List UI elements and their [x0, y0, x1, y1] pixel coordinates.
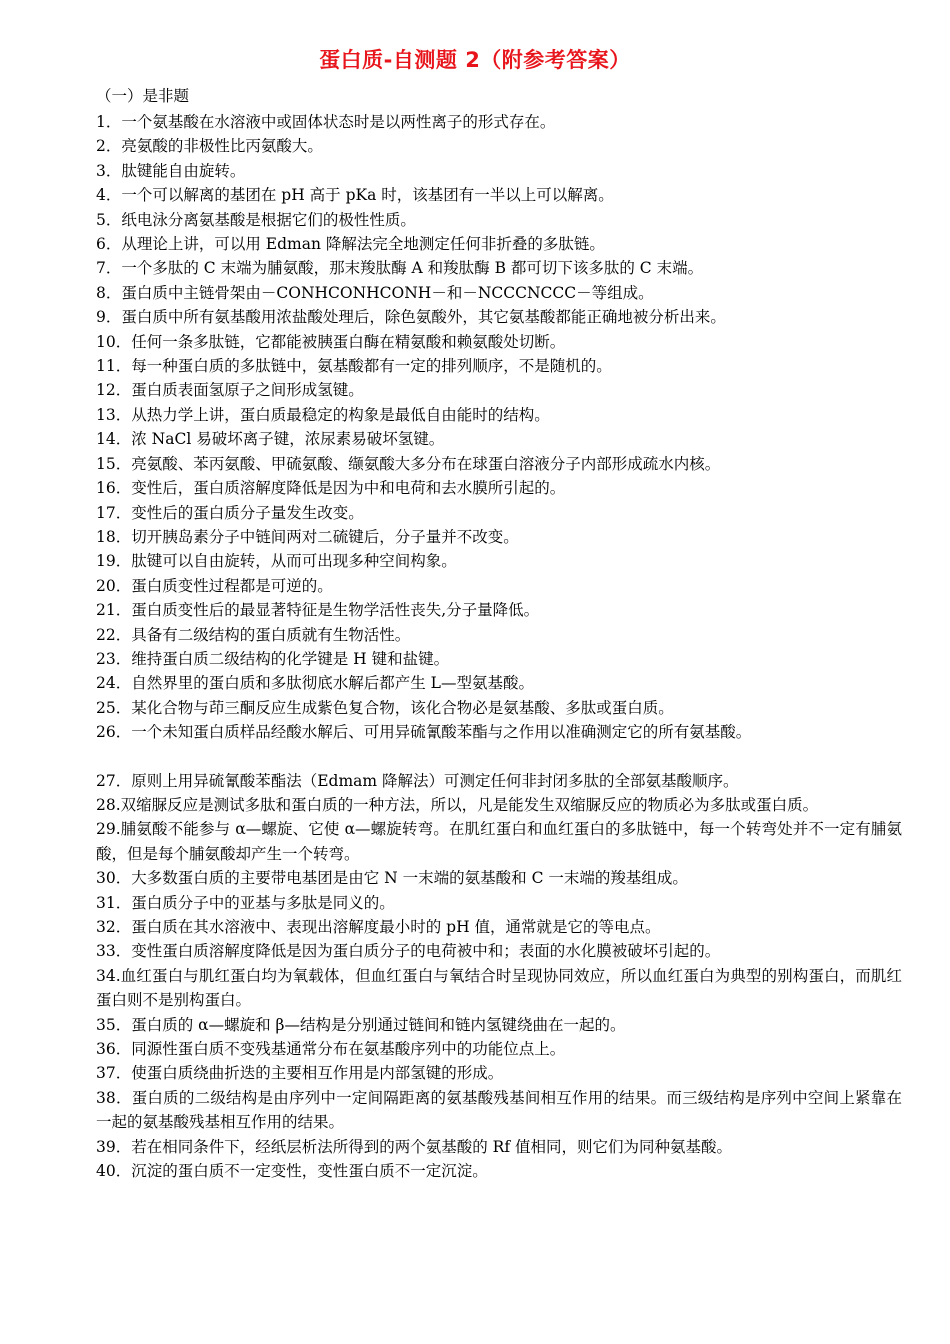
question-item — [96, 549, 902, 573]
question-item — [96, 110, 902, 134]
question-number: 37． — [96, 1064, 132, 1083]
question-text: 一个未知蛋白质样品经酸水解后、可用异硫氰酸苯酯与之作用以准确测定它的所有氨基酸。 — [131, 723, 752, 742]
question-text: 一个多肽的 C 末端为脯氨酸，那末羧肽酶 A 和羧肽酶 B 都可切下该多肽的 C 末端。 — [121, 259, 704, 278]
question-item — [96, 427, 902, 451]
question-number: 5． — [96, 210, 122, 229]
question-number: 1． — [96, 113, 122, 131]
question-item — [96, 866, 902, 890]
question-number: 14． — [96, 430, 132, 449]
question-item — [96, 915, 902, 939]
question-number: 33． — [96, 942, 132, 961]
question-item — [96, 939, 902, 963]
question-text: 维持蛋白质二级结构的化学键是 H 键和盐键。 — [131, 649, 450, 668]
question-item — [96, 232, 902, 256]
question-text: 蛋白质表面氢原子之间形成氢键。 — [131, 381, 364, 400]
question-number: 26． — [96, 723, 132, 742]
question-number: 35． — [96, 1015, 132, 1034]
question-item — [96, 720, 902, 744]
question-item — [96, 1086, 902, 1135]
question-item — [96, 1061, 902, 1085]
question-item — [96, 1037, 902, 1061]
question-item — [96, 647, 902, 671]
question-number: 3． — [96, 161, 122, 180]
question-number: 36． — [96, 1040, 132, 1059]
question-number: 15． — [96, 454, 132, 473]
question-text: 使蛋白质绕曲折迭的主要相互作用是内部氢键的形成。 — [131, 1064, 504, 1083]
question-text: 亮氨酸的非极性比丙氨酸大。 — [121, 137, 323, 156]
question-text: 同源性蛋白质不变残基通常分布在氨基酸序列中的功能位点上。 — [131, 1040, 566, 1059]
question-text: 蛋白质中主链骨架由－CONHCONHCONH－和－NCCCNCCC－等组成。 — [121, 283, 654, 302]
question-item — [96, 159, 902, 183]
question-number: 29. — [96, 820, 121, 839]
question-number: 28. — [96, 795, 121, 814]
question-item — [96, 1135, 902, 1159]
question-number: 32． — [96, 918, 132, 936]
question-number: 34. — [96, 966, 121, 985]
question-text: 从理论上讲，可以用 Edman 降解法完全地测定任何非折叠的多肽链。 — [121, 235, 605, 254]
question-text: 亮氨酸、苯丙氨酸、甲硫氨酸、缬氨酸大多分布在球蛋白溶液分子内部形成疏水内核。 — [131, 454, 721, 473]
question-text: 蛋白质的 α—螺旋和 β—结构是分别通过链间和链内氢键绕曲在一起的。 — [131, 1015, 626, 1034]
document-title: 蛋白质-自测题 2（附参考答案） — [319, 48, 631, 72]
question-text: 浓 NaCl 易破坏离子键，浓尿素易破坏氢键。 — [131, 430, 445, 449]
question-text: 从热力学上讲，蛋白质最稳定的构象是最低自由能时的结构。 — [131, 405, 550, 424]
question-item — [96, 403, 902, 427]
question-number: 17． — [96, 503, 132, 522]
question-text: 某化合物与茚三酮反应生成紫色复合物，该化合物必是氨基酸、多肽或蛋白质。 — [131, 698, 674, 717]
question-item — [96, 1159, 902, 1183]
question-item — [96, 696, 902, 720]
question-item — [96, 574, 902, 598]
question-item — [96, 134, 902, 158]
question-number: 27． — [96, 771, 132, 790]
question-text: 蛋白质分子中的亚基与多肽是同义的。 — [131, 893, 395, 912]
question-item — [96, 769, 902, 793]
question-item — [96, 793, 902, 817]
question-item — [96, 330, 902, 354]
question-text: 蛋白质在其水溶液中、表现出溶解度最小时的 pH 值，通常就是它的等电点。 — [131, 918, 661, 936]
question-text: 变性后，蛋白质溶解度降低是因为中和电荷和去水膜所引起的。 — [131, 479, 566, 498]
question-text: 切开胰岛素分子中链间两对二硫键后，分子量并不改变。 — [131, 527, 519, 546]
question-text: 血红蛋白与肌红蛋白均为氧载体，但血红蛋白与氧结合时呈现协同效应，所以血红蛋白为典型的别构蛋白，而肌红蛋白则不是别构蛋白。 — [96, 966, 902, 1010]
question-number: 39． — [96, 1137, 132, 1156]
question-number: 6． — [96, 235, 122, 254]
question-item — [96, 354, 902, 378]
question-number: 11． — [96, 357, 132, 376]
question-item — [96, 256, 902, 280]
question-item — [96, 964, 902, 1013]
question-list — [96, 110, 902, 1183]
question-number: 22． — [96, 625, 132, 644]
question-item — [96, 525, 902, 549]
question-item — [96, 671, 902, 695]
question-item — [96, 281, 902, 305]
question-item — [96, 1013, 902, 1037]
question-text: 蛋白质中所有氨基酸用浓盐酸处理后，除色氨酸外，其它氨基酸都能正确地被分析出来。 — [121, 308, 726, 327]
question-item — [96, 501, 902, 525]
question-text: 双缩脲反应是测试多肽和蛋白质的一种方法，所以，凡是能发生双缩脲反应的物质必为多肽或蛋白质。 — [120, 795, 819, 814]
question-number: 24． — [96, 674, 132, 693]
question-text: 变性后的蛋白质分子量发生改变。 — [131, 503, 364, 522]
question-number: 9． — [96, 308, 122, 327]
question-text: 肽键可以自由旋转，从而可出现多种空间构象。 — [131, 552, 457, 571]
question-number: 31． — [96, 893, 132, 912]
question-item — [96, 183, 902, 207]
question-text: 纸电泳分离氨基酸是根据它们的极性性质。 — [121, 210, 416, 229]
question-number: 18． — [96, 527, 132, 546]
question-text: 具备有二级结构的蛋白质就有生物活性。 — [131, 625, 411, 644]
question-text: 一个可以解离的基团在 pH 高于 pKa 时，该基团有一半以上可以解离。 — [121, 186, 614, 205]
question-text: 脯氨酸不能参与 α—螺旋、它使 α—螺旋转弯。在肌红蛋白和血红蛋白的多肽链中，每一个转弯处并不一定有脯氨酸，但是每个脯氨酸却产生一个转弯。 — [96, 820, 902, 863]
question-number: 23． — [96, 649, 132, 668]
question-number: 2． — [96, 137, 122, 156]
question-text: 每一种蛋白质的多肽链中，氨基酸都有一定的排列顺序，不是随机的。 — [131, 357, 612, 376]
question-number: 16． — [96, 479, 132, 498]
question-number: 21． — [96, 601, 132, 620]
question-text: 蛋白质变性后的最显著特征是生物学活性丧失,分子量降低。 — [131, 601, 540, 620]
question-text: 大多数蛋白质的主要带电基团是由它 N 一末端的氨基酸和 C 一末端的羧基组成。 — [131, 869, 688, 888]
question-item — [96, 208, 902, 232]
question-number: 10． — [96, 332, 132, 351]
question-number: 30． — [96, 869, 132, 888]
question-text: 蛋白质变性过程都是可逆的。 — [131, 576, 333, 595]
question-text: 一个氨基酸在水溶液中或固体状态时是以两性离子的形式存在。 — [121, 113, 556, 131]
question-item — [96, 452, 902, 476]
question-item — [96, 623, 902, 647]
question-text: 沉淀的蛋白质不一定变性，变性蛋白质不一定沉淀。 — [131, 1162, 488, 1181]
question-number: 13． — [96, 405, 132, 424]
question-text: 若在相同条件下，经纸层析法所得到的两个氨基酸的 Rf 值相同，则它们为同种氨基酸。 — [131, 1137, 732, 1156]
question-text: 变性蛋白质溶解度降低是因为蛋白质分子的电荷被中和；表面的水化膜被破坏引起的。 — [131, 942, 721, 961]
question-text: 自然界里的蛋白质和多肽彻底水解后都产生 L—型氨基酸。 — [131, 674, 534, 693]
question-number: 19． — [96, 552, 132, 571]
question-number: 40． — [96, 1162, 132, 1181]
question-number: 25． — [96, 698, 132, 717]
question-item — [96, 305, 902, 329]
question-item — [96, 476, 902, 500]
question-number: 8． — [96, 283, 122, 302]
question-item — [96, 817, 902, 866]
question-text: 原则上用异硫氰酸苯酯法（Edmam 降解法）可测定任何非封闭多肽的全部氨基酸顺序。 — [131, 771, 739, 790]
question-number: 12． — [96, 381, 132, 400]
question-number: 7． — [96, 259, 122, 278]
question-text: 任何一条多肽链，它都能被胰蛋白酶在精氨酸和赖氨酸处切断。 — [131, 332, 566, 351]
question-item — [96, 378, 902, 402]
question-text: 蛋白质的二级结构是由序列中一定间隔距离的氨基酸残基间相互作用的结果。而三级结构是序列中空间上紧靠在一起的氨基酸残基相互作用的结果。 — [96, 1088, 902, 1132]
question-number: 20． — [96, 576, 132, 595]
question-number: 4． — [96, 186, 122, 205]
question-item — [96, 598, 902, 622]
question-item — [96, 891, 902, 915]
question-text: 肽键能自由旋转。 — [121, 161, 246, 180]
question-number: 38． — [96, 1088, 132, 1107]
section-heading: （一）是非题 — [96, 87, 190, 105]
